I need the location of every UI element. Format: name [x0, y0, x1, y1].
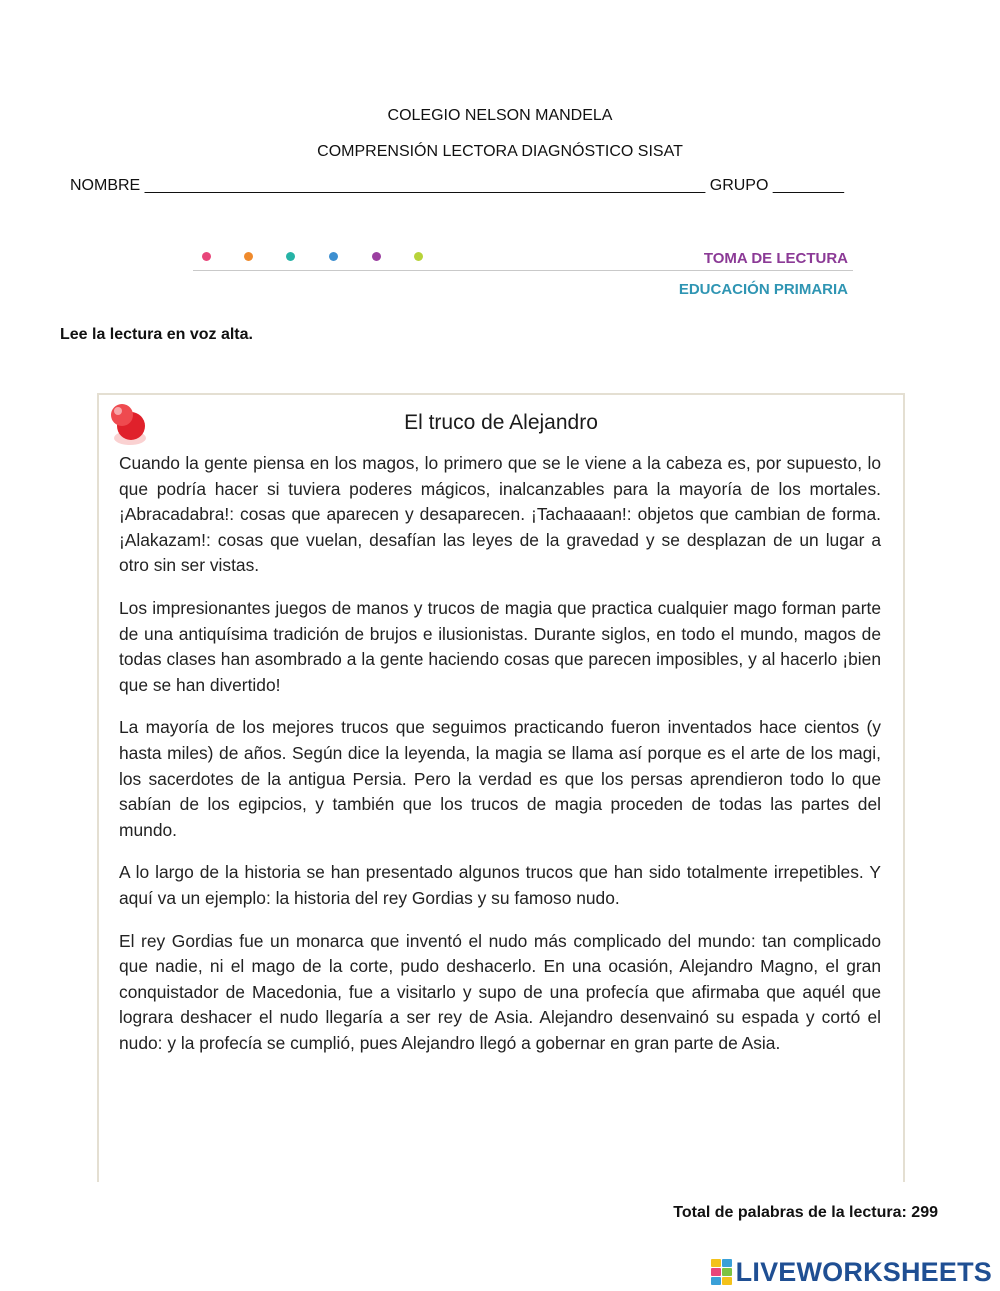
banner-title: TOMA DE LECTURA [703, 250, 848, 267]
reading-paragraph: El rey Gordias fue un monarca que inventó el nudo más complicado del mundo: tan complicado que nadie, ni el mago de la corte, pudo deshacerlo. En una ocasión, Alejandro Magno, el gran conquistador de Macedonia, fue a visitarlo y supo de una profecía que afirmaba que aquél que lograra deshacer el nudo llegaría a ser rey de Asia. Alejandro desenvainó su espada y cortó el nudo: y la profecía se cumplió, pues Alejandro llegó a gobernar en gran parte de Asia. [119, 930, 881, 1053]
name-blank[interactable]: _______________________________________________________________ [144, 177, 706, 194]
banner-divider [193, 270, 853, 271]
liveworksheets-logo[interactable] [711, 1255, 992, 1289]
banner-dot [414, 252, 423, 261]
banner-dot [202, 252, 211, 261]
group-label: GRUPO [709, 177, 769, 194]
banner-dot [286, 252, 295, 261]
liveworksheets-logo-icon [711, 1259, 732, 1285]
reading-card [97, 393, 905, 1182]
instruction-text: Lee la lectura en voz alta. [60, 326, 253, 343]
group-blank[interactable]: ________ [772, 177, 845, 194]
banner-dot [372, 252, 381, 261]
logo-text: LIVEWORKSHEETS [735, 1256, 992, 1287]
banner-subtitle: EDUCACIÓN PRIMARIA [678, 281, 848, 298]
reading-body [119, 451, 881, 1073]
name-group-line [70, 177, 844, 195]
name-label: NOMBRE [70, 177, 141, 194]
reading-paragraph: Los impresionantes juegos de manos y trucos de magia que practica cualquier mago forman parte de una antiquísima tradición de brujos e ilusionistas. Durante siglos, en todo el mundo, magos de todas clases han asombrado a la gente haciendo cosas que parecen imposibles, y al hacerlo ¡bien que se han divertido! [119, 597, 881, 695]
banner-dot [244, 252, 253, 261]
reading-paragraph: Cuando la gente piensa en los magos, lo primero que se le viene a la cabeza es, por supuesto, lo que podría hacer si tuviera poderes mágicos, inalcanzables para la mayoría de los mortales. ¡Abracadabra!: cosas que aparecen y desaparecen. ¡Tachaaaan!: objetos que cambian de forma. ¡Alakazam!: cosas que vuelan, desafían las leyes de la gravedad y se desplazan de un lugar a otro sin ser vistas. [119, 453, 881, 576]
reading-title: El truco de Alejandro [404, 411, 598, 434]
reading-paragraph: A lo largo de la historia se han presentado algunos trucos que han sido totalmente irrepetibles. Y aquí va un ejemplo: la historia del rey Gordias y su famoso nudo. [119, 862, 881, 908]
school-name: COLEGIO NELSON MANDELA [387, 107, 613, 124]
total-words: Total de palabras de la lectura: 299 [673, 1204, 938, 1221]
worksheet-subtitle: COMPRENSIÓN LECTORA DIAGNÓSTICO SISAT [317, 143, 683, 160]
reading-paragraph: La mayoría de los mejores trucos que seguimos practicando fueron inventados hace cientos (y hasta miles) de años. Según dice la leyenda, la magia se llama así porque es el arte de los magi, los sacerdotes de la antigua Persia. Pero la verdad es que los persas aprendieron todo lo que sabían de los egipcios, y también que los trucos de magia proceden de todas las partes del mundo. [119, 717, 881, 840]
banner-dot [329, 252, 338, 261]
